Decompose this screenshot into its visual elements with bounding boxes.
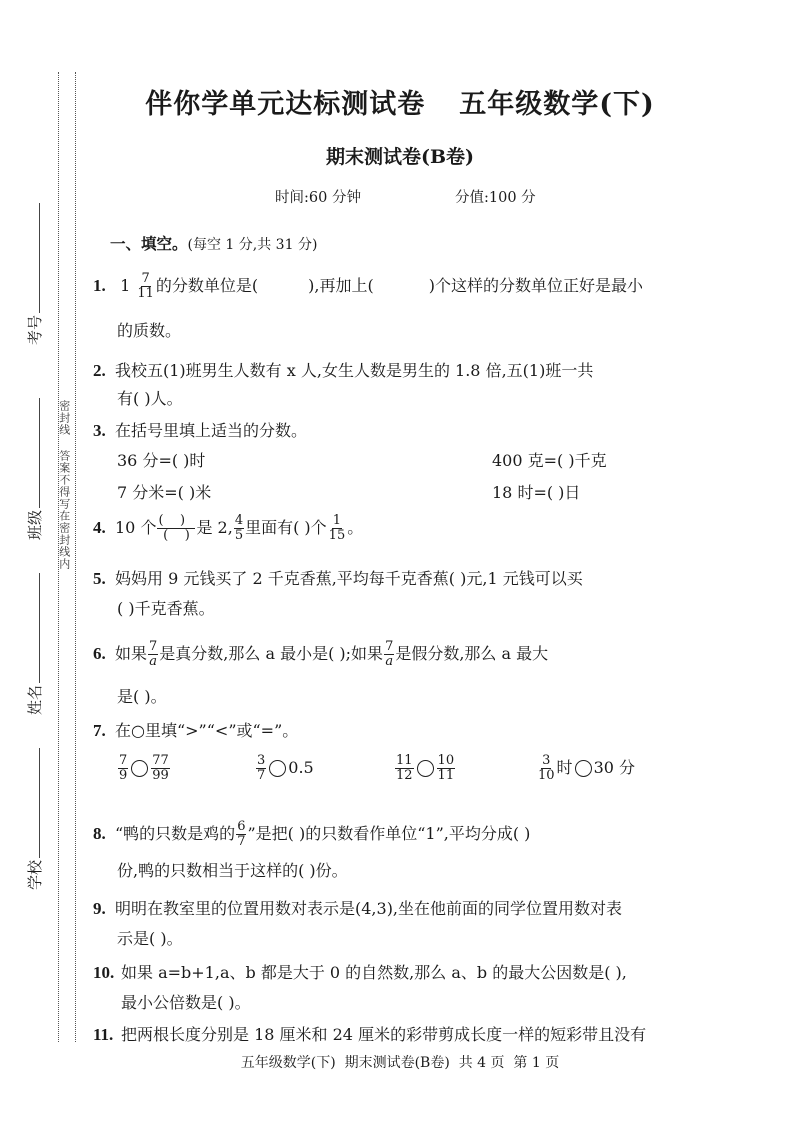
seal-notice-top [56, 400, 72, 440]
compare-item-3: $\frac{11}{12}$ $\frac{10}{11}$ [396, 753, 455, 783]
field-class-label: 班级 [26, 509, 44, 540]
question-2-line2[interactable]: 有( )人。 [117, 389, 183, 408]
question-text: 如果 [115, 644, 148, 663]
field-name-label: 姓名 [26, 684, 44, 715]
question-text[interactable]: 妈妈用 9 元钱买了 2 千克香蕉,平均每千克香蕉( )元,1 元钱可以买 [115, 569, 583, 588]
question-8 [93, 820, 530, 849]
field-class[interactable] [24, 398, 45, 540]
question-text: 。 [347, 518, 364, 537]
question-text: 是 2, [196, 518, 233, 537]
question-text: )个这样的分数单位正好是最小 [428, 276, 643, 295]
question-8-line2[interactable]: 份,鸭的只数相当于这样的( )份。 [117, 861, 348, 880]
conversion-item[interactable]: 400 克=( )千克 [492, 451, 607, 470]
question-number: 5. [93, 569, 106, 588]
seal-notice-bottom-text: 答案不得写在密封线内 [57, 450, 71, 570]
field-school-label: 学校 [26, 859, 44, 890]
conversion-item[interactable]: 7 分米=( )米 [117, 483, 212, 502]
question-9-line2[interactable]: 示是( )。 [117, 929, 183, 948]
field-name[interactable] [24, 573, 45, 715]
title-series: 伴你学单元达标测试卷 [145, 89, 426, 120]
section-note: (每空 1 分,共 31 分) [187, 237, 318, 253]
question-1 [93, 272, 643, 301]
question-text: 我校五(1)班男生人数有 x 人,女生人数是男生的 1.8 倍,五(1)班一共 [115, 361, 594, 380]
time-limit: 时间:60 分钟 [275, 190, 361, 206]
question-number: 6. [93, 644, 106, 663]
question-text[interactable]: 如果 a=b+1,a、b 都是大于 0 的自然数,那么 a、b 的最大公因数是( ), [121, 963, 627, 982]
field-school[interactable] [24, 748, 45, 890]
seal-notice-top-text: 密封线 [57, 400, 71, 436]
question-11 [93, 1022, 646, 1045]
compare-circle[interactable] [417, 760, 434, 777]
fraction: $\frac{7}{11}$ [137, 271, 154, 301]
mixed-number-whole: 1 [120, 276, 131, 295]
question-number: 10. [93, 963, 115, 982]
question-5-line2[interactable]: ( )千克香蕉。 [117, 599, 215, 618]
page-title [0, 82, 800, 121]
title-subject: 五年级数学(下) [459, 89, 655, 120]
total-score: 分值:100 分 [455, 190, 536, 206]
fraction: $\frac{4}{5}$ [234, 513, 244, 543]
seal-notice-bottom [56, 450, 72, 574]
question-2 [93, 358, 593, 381]
conversion-item[interactable]: 36 分=( )时 [117, 451, 206, 470]
compare-circle[interactable] [575, 760, 592, 777]
question-text: 是假分数,那么 a 最大 [395, 644, 549, 663]
question-5 [93, 566, 583, 589]
question-6 [93, 640, 548, 669]
fraction: $\frac{6}{7}$ [237, 819, 246, 849]
question-4 [93, 514, 363, 543]
compare-circle[interactable] [131, 760, 148, 777]
question-text[interactable]: 是真分数,那么 a 最小是( );如果 [159, 644, 384, 663]
page-footer: 五年级数学(下) 期末测试卷(B卷) 共 4 页 第 1 页 [240, 1055, 560, 1071]
question-7 [93, 718, 298, 741]
question-10-line2[interactable]: 最小公倍数是( )。 [121, 993, 251, 1012]
conversion-item[interactable]: 18 时=( )日 [492, 483, 581, 502]
question-text: 在○里填“>”“<”或“=”。 [115, 721, 299, 740]
question-text: 的分数单位是( [155, 276, 259, 295]
question-3 [93, 418, 307, 441]
question-number: 8. [93, 824, 106, 843]
section-title: 一、填空。 [110, 234, 188, 253]
question-text: ),再加上( [308, 276, 374, 295]
question-text: 明明在教室里的位置用数对表示是(4,3),坐在他前面的同学位置用数对表 [115, 899, 623, 918]
question-number: 7. [93, 721, 106, 740]
field-exam-number-blank[interactable] [38, 203, 40, 313]
field-exam-number[interactable] [24, 203, 45, 345]
compare-circle[interactable] [269, 760, 286, 777]
fraction: $\frac{1}{15}$ [328, 513, 346, 543]
page-subtitle: 期末测试卷(B卷) [325, 146, 475, 168]
question-9 [93, 896, 622, 919]
fraction: $\frac{7}{a}$ [385, 639, 394, 669]
question-text: 在括号里填上适当的分数。 [115, 421, 308, 440]
question-number: 3. [93, 421, 106, 440]
question-text: “鸭的只数是鸡的 [115, 824, 236, 843]
question-text: 把两根长度分别是 18 厘米和 24 厘米的彩带剪成长度一样的短彩带且没有 [121, 1025, 647, 1044]
question-text: 10 个 [115, 518, 157, 537]
field-school-blank[interactable] [38, 748, 40, 858]
fraction: $\frac{7}{a}$ [149, 639, 158, 669]
compare-item-2: $\frac{3}{7}$ 0.5 [257, 753, 314, 783]
section-heading [110, 232, 317, 254]
question-number: 1. [93, 276, 106, 295]
question-text[interactable]: ”是把( )的只数看作单位“1”,平均分成( ) [247, 824, 531, 843]
question-number: 4. [93, 518, 106, 537]
question-10 [93, 960, 627, 983]
field-name-blank[interactable] [38, 573, 40, 683]
question-6-line2[interactable]: 是( )。 [117, 687, 167, 706]
compare-item-1: $\frac{7}{9}$ $\frac{77}{99}$ [119, 753, 169, 783]
field-class-blank[interactable] [38, 398, 40, 508]
blank-fraction[interactable]: $\frac{( )}{( )}$ [157, 514, 195, 543]
question-1-line2: 的质数。 [117, 321, 182, 340]
question-number: 2. [93, 361, 106, 380]
question-number: 9. [93, 899, 106, 918]
seal-line-right [75, 72, 76, 1042]
question-text[interactable]: 里面有( )个 [245, 518, 327, 537]
compare-item-4: $\frac{3}{10}$ 时 30 分 [538, 753, 636, 783]
question-number: 11. [93, 1025, 114, 1044]
field-exam-number-label: 考号 [26, 314, 44, 345]
